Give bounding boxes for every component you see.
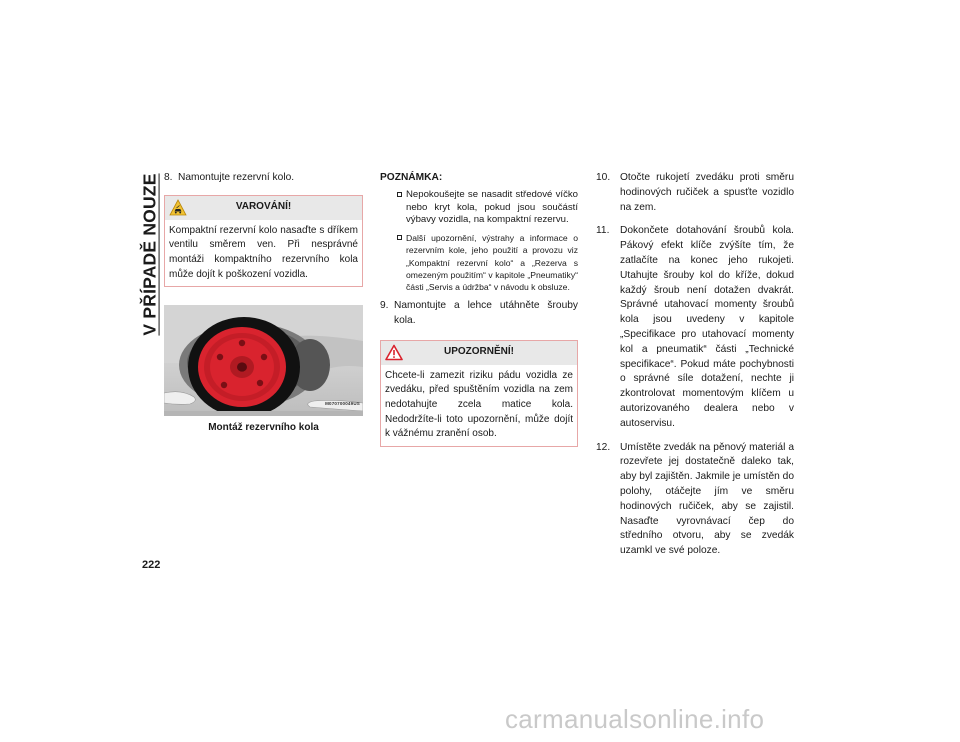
step-number: 10. xyxy=(596,172,611,183)
caution-body: Chcete-li zamezit riziku pádu vozidla ze zvedáku, před spuštěním vozidla na zem nedotahujte zcela matice kola. Nedodržíte-li toto upozornění, může dojít k vážnému zranění osob. xyxy=(385,369,573,440)
warning-body: Kompaktní rezervní kolo nasaďte s dříkem ventilu směrem ven. Při nesprávné montáži kompaktního rezervního kola může dojít k poškození vozidla. xyxy=(169,224,358,280)
warning-triangle-icon xyxy=(385,344,403,361)
step-11 xyxy=(596,224,794,431)
section-title-vertical xyxy=(139,172,161,336)
column-2 xyxy=(380,171,578,447)
note-bullet xyxy=(380,232,578,293)
page-number: 222 xyxy=(142,559,161,571)
step-text: Namontujte rezervní kolo. xyxy=(178,172,295,183)
caution-title: UPOZORNĚNÍ! xyxy=(444,346,514,358)
step-number: 9. xyxy=(380,300,389,312)
note-bullet xyxy=(380,189,578,227)
bullet-square-icon xyxy=(397,192,402,197)
warning-header xyxy=(165,196,362,220)
column-1 xyxy=(164,171,363,436)
note-bullet-text: Další upozornění, výstrahy a informace o rezervním kole, jeho použití a provozu viz „Kompaktní rezervní kolo“ a „Rezerva s omezeným použitím“ v kapitole „Pneumatiky“ části „Servis a údržba“ v návodu k obsluze. xyxy=(406,233,578,292)
warning-title: VAROVÁNÍ! xyxy=(235,201,292,213)
step-text: Otočte rukojetí zvedáku proti směru hodinových ručiček a spusťte vozidlo na zem. xyxy=(620,172,794,213)
watermark: carmanualsonline.info xyxy=(505,704,765,734)
note-title: POZNÁMKA: xyxy=(380,172,443,183)
step-12 xyxy=(596,441,794,559)
step-number: 8. xyxy=(164,172,173,183)
step-number: 11. xyxy=(596,225,610,237)
bullet-square-icon xyxy=(397,235,402,240)
step-10 xyxy=(596,171,794,215)
column-3 xyxy=(596,171,794,568)
spare-wheel-figure xyxy=(164,305,363,416)
note-bullet-text: Nepokoušejte se nasadit středové víčko nebo kryt kola, pokud jsou součástí výbavy vozidla, na kompaktní rezervu. xyxy=(406,188,578,226)
caution-box xyxy=(380,340,578,447)
section-title: V PŘÍPADĚ NOUZE xyxy=(139,172,160,336)
step-text: Namontujte a lehce utáhněte šrouby kola. xyxy=(394,300,578,326)
step-text: Umístěte zvedák na pěnový materiál a rozevřete jej dostatečně daleko tak, aby byl zajištěn. Jakmile je umístěn do polohy, otáčejte jím ve směru hodinových ručiček, aby se zajistil. Nasaďte vyrovnávací čep do středního otvoru, aby se zvedák uzamkl ve své poloze. xyxy=(620,441,794,557)
caution-header xyxy=(381,341,577,365)
figure-caption: Montáž rezervního kola xyxy=(208,422,319,434)
step-number: 12. xyxy=(596,441,611,453)
step-text: Dokončete dotahování šroubů kola. Pákový efekt klíče zvýšíte tím, že zatlačíte na konec jeho rukojeti. Utahujte šrouby kol do kříže, dokud každý šroub není dotažen dvakrát. Správné utahovací momenty šroubů kola jsou uvedeny v kapitole „Specifikace pro utahovací momenty kol a pneumatik“ části „Technické specifikace“. Pokud máte pochybnosti o správné síle dotažení, nechte ji zkontrolovat momentovým klíčem u autorizovaného dealera nebo v autoservisu. xyxy=(620,225,794,429)
warning-car-icon xyxy=(169,199,187,216)
step-9 xyxy=(380,299,578,329)
figure-code: M070700049US xyxy=(325,401,360,407)
step-8 xyxy=(164,171,363,186)
warning-box xyxy=(164,195,363,287)
